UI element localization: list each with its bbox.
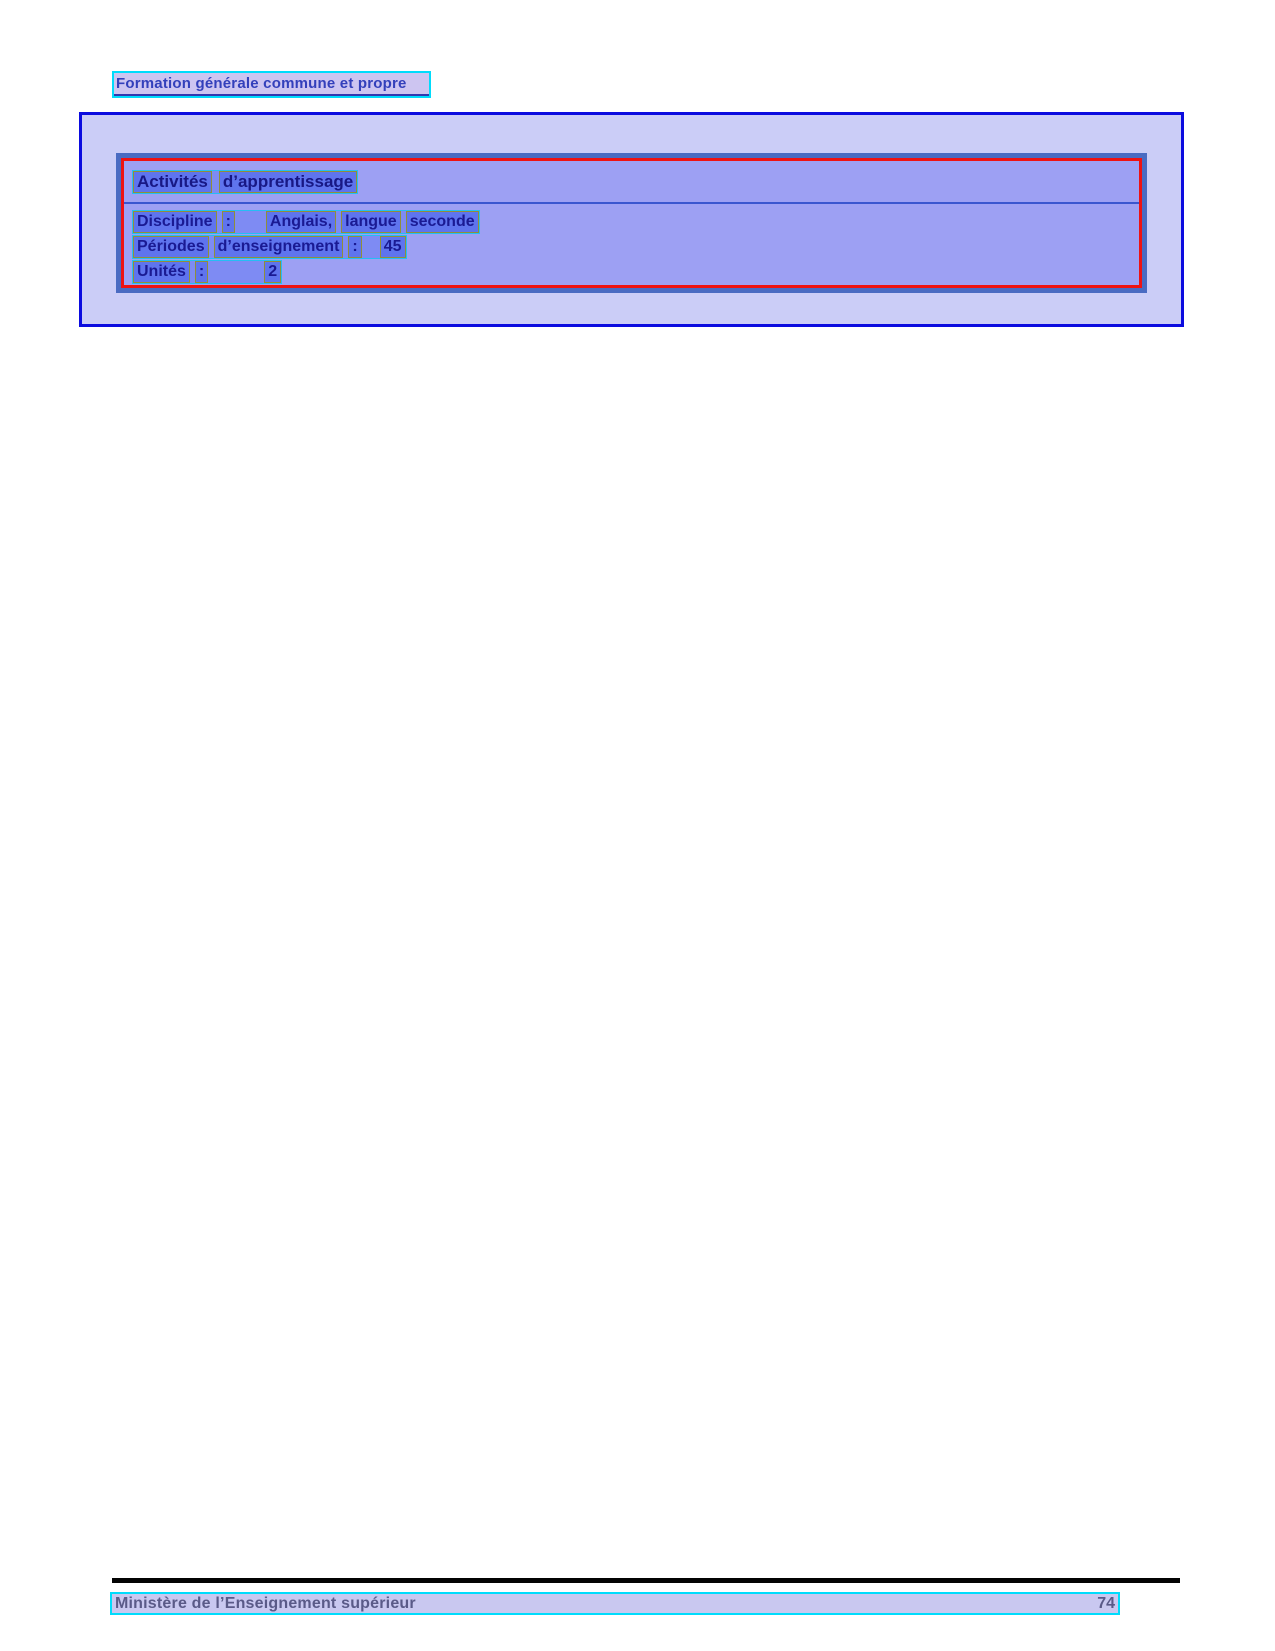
page-heading-underline bbox=[114, 73, 429, 96]
label-word: d’enseignement bbox=[214, 236, 344, 258]
title-word: Activités bbox=[133, 171, 212, 193]
value-word: seconde bbox=[406, 211, 479, 233]
value-word: Anglais, bbox=[266, 211, 336, 233]
footer-page-number: 74 bbox=[1097, 1594, 1115, 1612]
table-body bbox=[124, 204, 1139, 284]
footer-rule bbox=[112, 1578, 1180, 1583]
page-heading-highlight-box bbox=[112, 71, 431, 98]
title-line-box bbox=[132, 170, 358, 194]
table-row-discipline bbox=[132, 209, 1139, 234]
colon-word: : bbox=[195, 261, 208, 283]
title-word: d’apprentissage bbox=[219, 171, 357, 193]
page-heading: Formation générale commune et propre bbox=[116, 75, 407, 92]
value-word: langue bbox=[341, 211, 401, 233]
red-annotation-frame bbox=[121, 158, 1142, 288]
gap-spacer bbox=[235, 211, 266, 233]
footer-ministry-text: Ministère de l’Enseignement supérieur bbox=[115, 1594, 416, 1612]
activities-table bbox=[116, 153, 1147, 293]
gap-spacer bbox=[362, 236, 380, 258]
table-row-units bbox=[132, 259, 1139, 284]
label-word: Périodes bbox=[133, 236, 209, 258]
value-word: 45 bbox=[380, 236, 406, 258]
colon-word: : bbox=[348, 236, 361, 258]
footer-highlight-box bbox=[110, 1592, 1120, 1615]
line-box bbox=[132, 235, 407, 259]
table-row-periods bbox=[132, 234, 1139, 259]
gap-spacer bbox=[208, 261, 264, 283]
line-box bbox=[132, 210, 480, 234]
label-word: Unités bbox=[133, 261, 190, 283]
colon-word: : bbox=[222, 211, 235, 233]
line-box bbox=[132, 260, 282, 284]
table-title-row bbox=[124, 161, 1139, 204]
content-panel bbox=[79, 112, 1184, 327]
label-word: Discipline bbox=[133, 211, 217, 233]
gap-spacer bbox=[212, 171, 219, 193]
value-word: 2 bbox=[264, 261, 281, 283]
